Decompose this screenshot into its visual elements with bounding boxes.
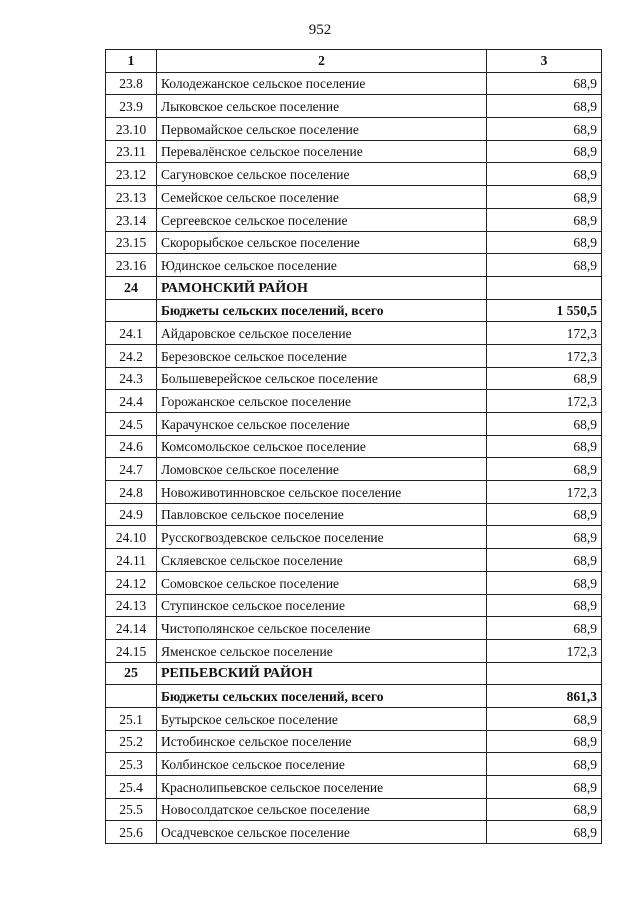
- row-value: 172,3: [487, 344, 602, 367]
- row-value: 68,9: [487, 186, 602, 209]
- district-row: [106, 276, 602, 299]
- row-name: Березовское сельское поселение: [157, 344, 487, 367]
- row-value: 68,9: [487, 753, 602, 776]
- row-value: 68,9: [487, 798, 602, 821]
- row-value: 68,9: [487, 503, 602, 526]
- row-value: 68,9: [487, 458, 602, 481]
- row-number: 24.4: [106, 390, 157, 413]
- row-name: Яменское сельское поселение: [157, 639, 487, 662]
- table-row: [106, 639, 602, 662]
- row-name: Бутырское сельское поселение: [157, 707, 487, 730]
- row-name: Сергеевское сельское поселение: [157, 208, 487, 231]
- row-name: Семейское сельское поселение: [157, 186, 487, 209]
- row-number: 24.2: [106, 344, 157, 367]
- row-value: 68,9: [487, 208, 602, 231]
- table-row: [106, 322, 602, 345]
- row-value: 68,9: [487, 617, 602, 640]
- row-number: 24.3: [106, 367, 157, 390]
- row-number: 25.4: [106, 776, 157, 799]
- table-row: [106, 95, 602, 118]
- row-name: РАМОНСКИЙ РАЙОН: [157, 276, 487, 299]
- column-header-number: 1: [106, 50, 157, 73]
- total-row: [106, 299, 602, 322]
- table-row: [106, 208, 602, 231]
- table-row: [106, 571, 602, 594]
- row-name: Сомовское сельское поселение: [157, 571, 487, 594]
- row-value: [487, 662, 602, 685]
- row-value: 68,9: [487, 413, 602, 436]
- row-value: 68,9: [487, 163, 602, 186]
- row-name: Горожанское сельское поселение: [157, 390, 487, 413]
- column-header-value: 3: [487, 50, 602, 73]
- row-name: Колодежанское сельское поселение: [157, 72, 487, 95]
- row-name: Айдаровское сельское поселение: [157, 322, 487, 345]
- table-row: [106, 390, 602, 413]
- table-row: [106, 617, 602, 640]
- row-number: 23.15: [106, 231, 157, 254]
- row-number: 24.6: [106, 435, 157, 458]
- row-number: 24.13: [106, 594, 157, 617]
- budget-table: [105, 49, 602, 844]
- row-value: 68,9: [487, 821, 602, 844]
- row-value: 68,9: [487, 435, 602, 458]
- row-value: 68,9: [487, 594, 602, 617]
- row-number: 23.10: [106, 118, 157, 141]
- row-name: Осадчевское сельское поселение: [157, 821, 487, 844]
- row-name: Перевалёнское сельское поселение: [157, 140, 487, 163]
- row-name: Карачунское сельское поселение: [157, 413, 487, 436]
- row-name: Скляевское сельское поселение: [157, 549, 487, 572]
- row-value: 68,9: [487, 95, 602, 118]
- table-row: [106, 163, 602, 186]
- table-row: [106, 413, 602, 436]
- row-number: 24.9: [106, 503, 157, 526]
- row-value: 68,9: [487, 231, 602, 254]
- row-value: 172,3: [487, 322, 602, 345]
- row-value: 68,9: [487, 72, 602, 95]
- row-value: 68,9: [487, 140, 602, 163]
- row-value: [487, 276, 602, 299]
- row-name: РЕПЬЕВСКИЙ РАЙОН: [157, 662, 487, 685]
- row-name: Истобинское сельское поселение: [157, 730, 487, 753]
- row-name: Комсомольское сельское поселение: [157, 435, 487, 458]
- table-row: [106, 821, 602, 844]
- row-name: Новоживотинновское сельское поселение: [157, 481, 487, 504]
- row-number: 23.12: [106, 163, 157, 186]
- row-number: 25.1: [106, 707, 157, 730]
- row-name: Колбинское сельское поселение: [157, 753, 487, 776]
- row-number: 23.11: [106, 140, 157, 163]
- row-number: [106, 685, 157, 708]
- row-value: 172,3: [487, 390, 602, 413]
- row-name: Скорорыбское сельское поселение: [157, 231, 487, 254]
- row-value: 68,9: [487, 526, 602, 549]
- row-number: 24.12: [106, 571, 157, 594]
- row-name: Чистополянское сельское поселение: [157, 617, 487, 640]
- table-row: [106, 140, 602, 163]
- table-row: [106, 254, 602, 277]
- table-row: [106, 730, 602, 753]
- row-value: 1 550,5: [487, 299, 602, 322]
- row-number: 24.10: [106, 526, 157, 549]
- row-value: 68,9: [487, 367, 602, 390]
- row-name: Ступинское сельское поселение: [157, 594, 487, 617]
- table-row: [106, 798, 602, 821]
- row-number: 24: [106, 276, 157, 299]
- row-value: 68,9: [487, 571, 602, 594]
- table-row: [106, 776, 602, 799]
- column-header-name: 2: [157, 50, 487, 73]
- row-name: Ломовское сельское поселение: [157, 458, 487, 481]
- row-number: 25.5: [106, 798, 157, 821]
- row-number: 24.7: [106, 458, 157, 481]
- row-name: Юдинское сельское поселение: [157, 254, 487, 277]
- row-number: 23.16: [106, 254, 157, 277]
- table-row: [106, 344, 602, 367]
- table-row: [106, 118, 602, 141]
- row-number: 24.15: [106, 639, 157, 662]
- table-row: [106, 503, 602, 526]
- row-value: 68,9: [487, 118, 602, 141]
- table-row: [106, 707, 602, 730]
- row-number: 24.5: [106, 413, 157, 436]
- table-body: [106, 72, 602, 843]
- total-row: [106, 685, 602, 708]
- table-row: [106, 526, 602, 549]
- row-name: Лыковское сельское поселение: [157, 95, 487, 118]
- row-number: 25.3: [106, 753, 157, 776]
- row-value: 861,3: [487, 685, 602, 708]
- table-row: [106, 594, 602, 617]
- district-row: [106, 662, 602, 685]
- row-number: 24.8: [106, 481, 157, 504]
- table-row: [106, 753, 602, 776]
- row-number: 23.8: [106, 72, 157, 95]
- row-number: 23.14: [106, 208, 157, 231]
- page-number: 952: [308, 22, 332, 38]
- row-number: 24.11: [106, 549, 157, 572]
- table-row: [106, 186, 602, 209]
- row-value: 68,9: [487, 707, 602, 730]
- table-row: [106, 367, 602, 390]
- row-number: [106, 299, 157, 322]
- row-value: 172,3: [487, 481, 602, 504]
- row-name: Сагуновское сельское поселение: [157, 163, 487, 186]
- row-number: 24.14: [106, 617, 157, 640]
- row-name: Павловское сельское поселение: [157, 503, 487, 526]
- table-row: [106, 458, 602, 481]
- row-value: 68,9: [487, 730, 602, 753]
- row-value: 68,9: [487, 776, 602, 799]
- row-name: Бюджеты сельских поселений, всего: [157, 685, 487, 708]
- row-number: 25.2: [106, 730, 157, 753]
- table-row: [106, 435, 602, 458]
- table-header-row: [106, 50, 602, 73]
- table-row: [106, 549, 602, 572]
- row-value: 172,3: [487, 639, 602, 662]
- row-name: Русскогвоздевское сельское поселение: [157, 526, 487, 549]
- row-value: 68,9: [487, 549, 602, 572]
- row-name: Первомайское сельское поселение: [157, 118, 487, 141]
- row-name: Новосолдатское сельское поселение: [157, 798, 487, 821]
- row-name: Бюджеты сельских поселений, всего: [157, 299, 487, 322]
- row-number: 24.1: [106, 322, 157, 345]
- row-name: Большеверейское сельское поселение: [157, 367, 487, 390]
- row-name: Краснолипьевское сельское поселение: [157, 776, 487, 799]
- table-row: [106, 72, 602, 95]
- table-row: [106, 231, 602, 254]
- row-value: 68,9: [487, 254, 602, 277]
- row-number: 25.6: [106, 821, 157, 844]
- row-number: 25: [106, 662, 157, 685]
- table-row: [106, 481, 602, 504]
- row-number: 23.13: [106, 186, 157, 209]
- row-number: 23.9: [106, 95, 157, 118]
